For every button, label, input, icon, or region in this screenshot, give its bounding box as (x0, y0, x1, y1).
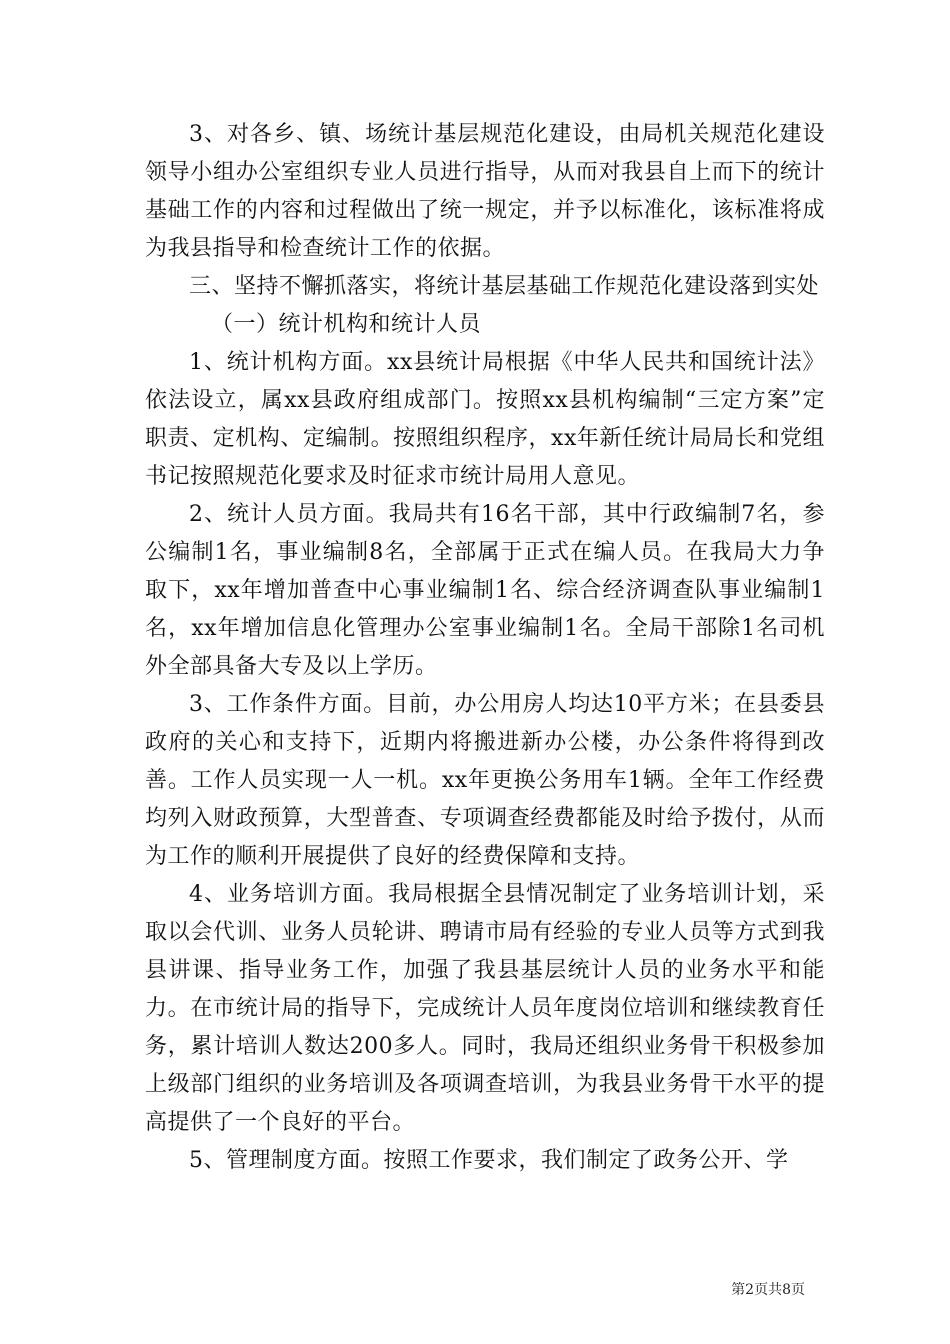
section-heading-three: 三、坚持不懈抓落实，将统计基层基础工作规范化建设落到实处 (189, 274, 820, 299)
paragraph-statistics-personnel: 2、统计人员方面。我局共有16名干部，其中行政编制7名，参公编制1名，事业编制8名，全部属于正式在编人员。在我局大力争取下，xx年增加普查中心事业编制1名、综合经济调查队事业编制1名，xx年增加信息化管理办公室事业编制1名。全局干部除1名司机外全部具备大专及以上学历。 (145, 502, 825, 679)
subsection-heading-one: （一）统计机构和统计人员 (211, 312, 482, 337)
paragraph-statistics-institution: 1、统计机构方面。xx县统计局根据《中华人民共和国统计法》依法设立，属xx县政府组成部门。按照xx县机构编制“三定方案”定职责、定机构、定编制。按照组织程序，xx年新任统计局局长和党组书记按照规范化要求及时征求市统计局用人意见。 (145, 350, 826, 489)
paragraph-business-training: 4、业务培训方面。我局根据全县情况制定了业务培训计划，采取以会代训、业务人员轮讲、聘请市局有经验的专业人员等方式到我县讲课、指导业务工作，加强了我县基层统计人员的业务水平和能力。在市统计局的指导下，完成统计人员年度岗位培训和继续教育任务，累计培训人数达200多人。同时，我局还组织业务骨干积极参加上级部门组织的业务培训及各项调查培训，为我县业务骨干水平的提高提供了一个良好的平台。 (145, 882, 825, 1135)
document-body (145, 116, 825, 1180)
paragraph-working-conditions: 3、工作条件方面。目前，办公用房人均达10平方米；在县委县政府的关心和支持下，近期内将搬进新办公楼，办公条件将得到改善。工作人员实现一人一机。xx年更换公务用车1辆。全年工作经费均列入财政预算，大型普查、专项调查经费都能及时给予拨付，从而为工作的顺利开展提供了良好的经费保障和支持。 (145, 692, 825, 869)
paragraph-item-3-guidance: 3、对各乡、镇、场统计基层规范化建设，由局机关规范化建设领导小组办公室组织专业人员进行指导，从而对我县自上而下的统计基础工作的内容和过程做出了统一规定，并予以标准化，该标准将成为我县指导和检查统计工作的依据。 (145, 122, 825, 261)
paragraph-management-system: 5、管理制度方面。按照工作要求，我们制定了政务公开、学 (189, 1148, 789, 1173)
page-number-footer: 第2页共8页 (731, 1282, 805, 1298)
